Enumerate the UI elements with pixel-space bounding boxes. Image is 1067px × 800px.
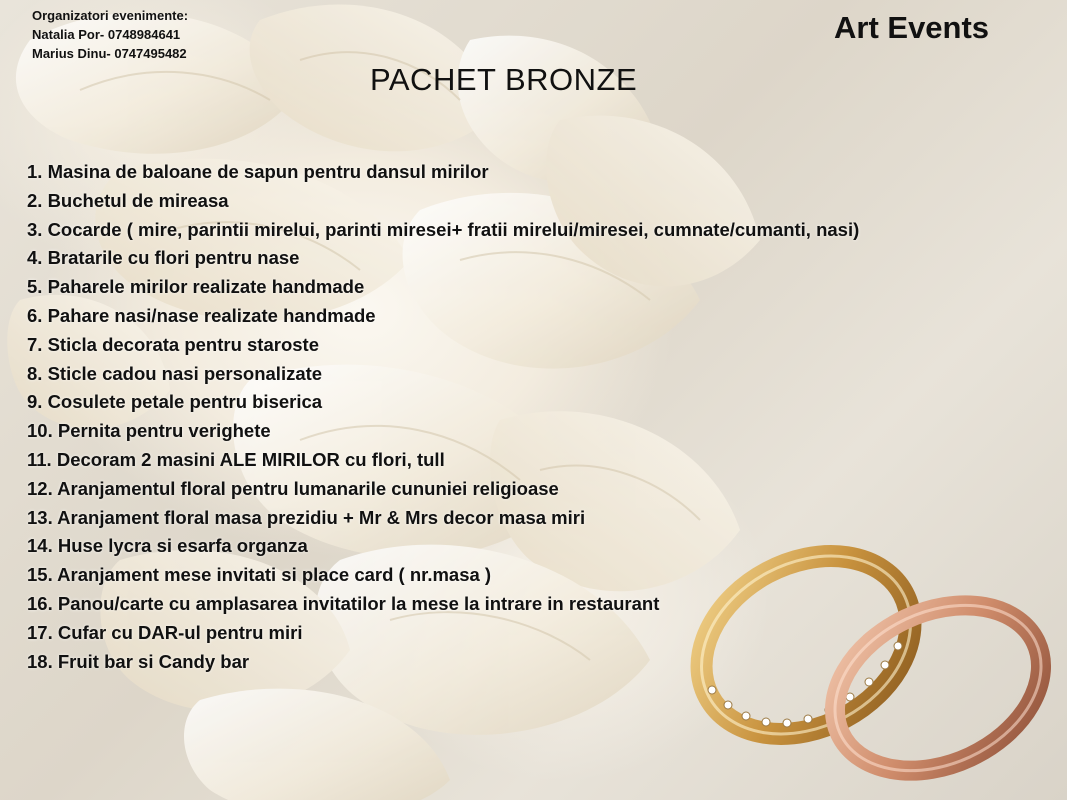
contact-natalia: Natalia Por- 0748984641 bbox=[32, 27, 181, 42]
list-item: 17. Cufar cu DAR-ul pentru miri bbox=[27, 621, 303, 643]
contact-marius: Marius Dinu- 0747495482 bbox=[32, 46, 187, 61]
list-item: 2. Buchetul de mireasa bbox=[27, 189, 229, 211]
list-item: 6. Pahare nasi/nase realizate handmade bbox=[27, 304, 376, 326]
organizers-contact bbox=[32, 6, 188, 63]
list-item: 7. Sticla decorata pentru staroste bbox=[27, 333, 319, 355]
package-items-list bbox=[27, 158, 859, 676]
list-item: 8. Sticle cadou nasi personalizate bbox=[27, 362, 323, 384]
list-item: 11. Decoram 2 masini ALE MIRILOR cu flori, tull bbox=[27, 448, 445, 470]
list-item: 18. Fruit bar si Candy bar bbox=[27, 650, 250, 672]
list-item: 13. Aranjament floral masa prezidiu + Mr & Mrs decor masa miri bbox=[27, 506, 586, 528]
list-item: 12. Aranjamentul floral pentru lumanarile cununiei religioase bbox=[27, 477, 559, 499]
list-item: 3. Cocarde ( mire, parintii mirelui, parinti miresei+ fratii mirelui/miresei, cumnate/cumanti, nasi) bbox=[27, 218, 860, 240]
list-item: 14. Huse lycra si esarfa organza bbox=[27, 535, 308, 557]
list-item: 9. Cosulete petale pentru biserica bbox=[27, 391, 323, 413]
package-title: PACHET BRONZE bbox=[370, 62, 638, 97]
list-item: 10. Pernita pentru verighete bbox=[27, 420, 271, 442]
list-item: 4. Bratarile cu flori pentru nase bbox=[27, 247, 300, 269]
list-item: 5. Paharele mirilor realizate handmade bbox=[27, 276, 365, 298]
list-item: 15. Aranjament mese invitati si place card ( nr.masa ) bbox=[27, 564, 492, 586]
organizers-heading: Organizatori evenimente: bbox=[32, 8, 189, 23]
list-item: 16. Panou/carte cu amplasarea invitatilor la mese la intrare in restaurant bbox=[27, 592, 660, 614]
brand-name: Art Events bbox=[834, 10, 990, 45]
list-item: 1. Masina de baloane de sapun pentru dansul mirilor bbox=[27, 161, 489, 182]
